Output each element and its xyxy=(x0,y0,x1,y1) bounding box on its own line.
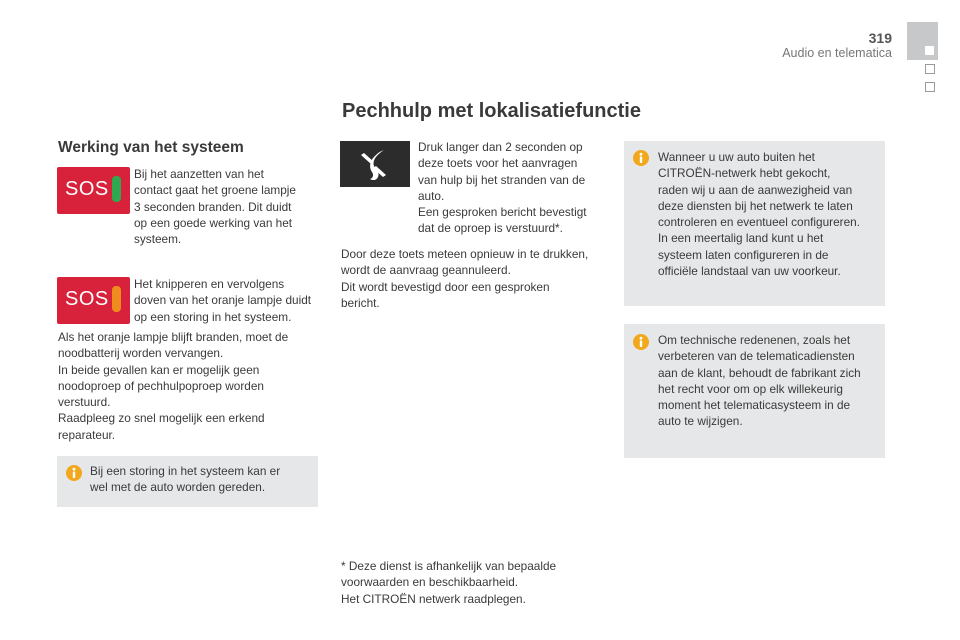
info-icon xyxy=(633,334,649,350)
page-number: 319 xyxy=(868,30,892,46)
press-instruction: Druk langer dan 2 seconden op deze toets voor het aanvragen van hulp bij het stranden van de auto. Een gesproken bericht bevestigt dat de oproep is verstuurd*. xyxy=(418,140,587,236)
green-lamp-description: Bij het aanzetten van het contact gaat het groene lampje 3 seconden branden. Dit duidt op een goede werking van het systeem. xyxy=(134,167,296,247)
footnote: * Deze dienst is afhankelijk van bepaalde voorwaarden en beschikbaarheid. Het CITROËN netwerk raadplegen. xyxy=(341,559,557,606)
info-note-text: Wanneer u uw auto buiten het CITROËN-netwerk hebt gekocht, raden wij u aan de aanwezigheid van deze diensten bij het netwerk te laten controleren en eventueel configureren. In een meertalig land kunt u het systeem laten configureren in de officiële landstaal van uw voorkeur. xyxy=(658,150,860,279)
battery-paragraph: Als het oranje lampje blijft branden, moet de noodbatterij worden vervangen. In beide gevallen kan er mogelijk geen noodoproep of pechhulpoproep worden verstuurd. Raadpleeg zo snel mogelijk een erkend reparateur. xyxy=(58,330,289,442)
info-icon xyxy=(66,465,82,481)
info-note-technical xyxy=(624,324,885,458)
info-icon xyxy=(633,150,649,166)
info-note-text: Bij een storing in het systeem kan er wel met de auto worden gereden. xyxy=(90,464,281,495)
ds-logo-icon xyxy=(340,141,410,187)
orange-lamp-icon xyxy=(112,286,121,312)
cancel-instruction: Door deze toets meteen opnieuw in te drukken, wordt de aanvraag geannuleerd. Dit wordt bevestigd door een gesproken bericht. xyxy=(341,247,589,310)
chapter-tab-active xyxy=(907,22,938,60)
chapter-tab-outline xyxy=(925,82,935,92)
info-note-network xyxy=(624,141,885,306)
page-title: Pechhulp met lokalisatiefunctie xyxy=(342,100,641,122)
assistance-button xyxy=(340,141,410,187)
square-icon xyxy=(925,46,934,55)
chapter-tab-outline xyxy=(925,64,935,74)
sos-label: SOS xyxy=(65,178,109,200)
section-label: Audio en telematica xyxy=(782,46,892,60)
section-subtitle: Werking van het systeem xyxy=(58,139,244,156)
orange-lamp-description: Het knipperen en vervolgens doven van het oranje lampje duidt op een storing in het systeem. xyxy=(134,277,312,324)
info-note-text: Om technische redenenen, zoals het verbeteren van de telematicadiensten aan de klant, behoudt de fabrikant zich het recht voor om op elk willekeurig moment het telematicasysteem in de auto te wijzigen. xyxy=(658,333,861,429)
sos-button-green-lamp xyxy=(57,167,130,214)
sos-label: SOS xyxy=(65,288,109,310)
green-lamp-icon xyxy=(112,176,121,202)
sos-button-orange-lamp xyxy=(57,277,130,324)
info-note-left xyxy=(57,456,318,507)
